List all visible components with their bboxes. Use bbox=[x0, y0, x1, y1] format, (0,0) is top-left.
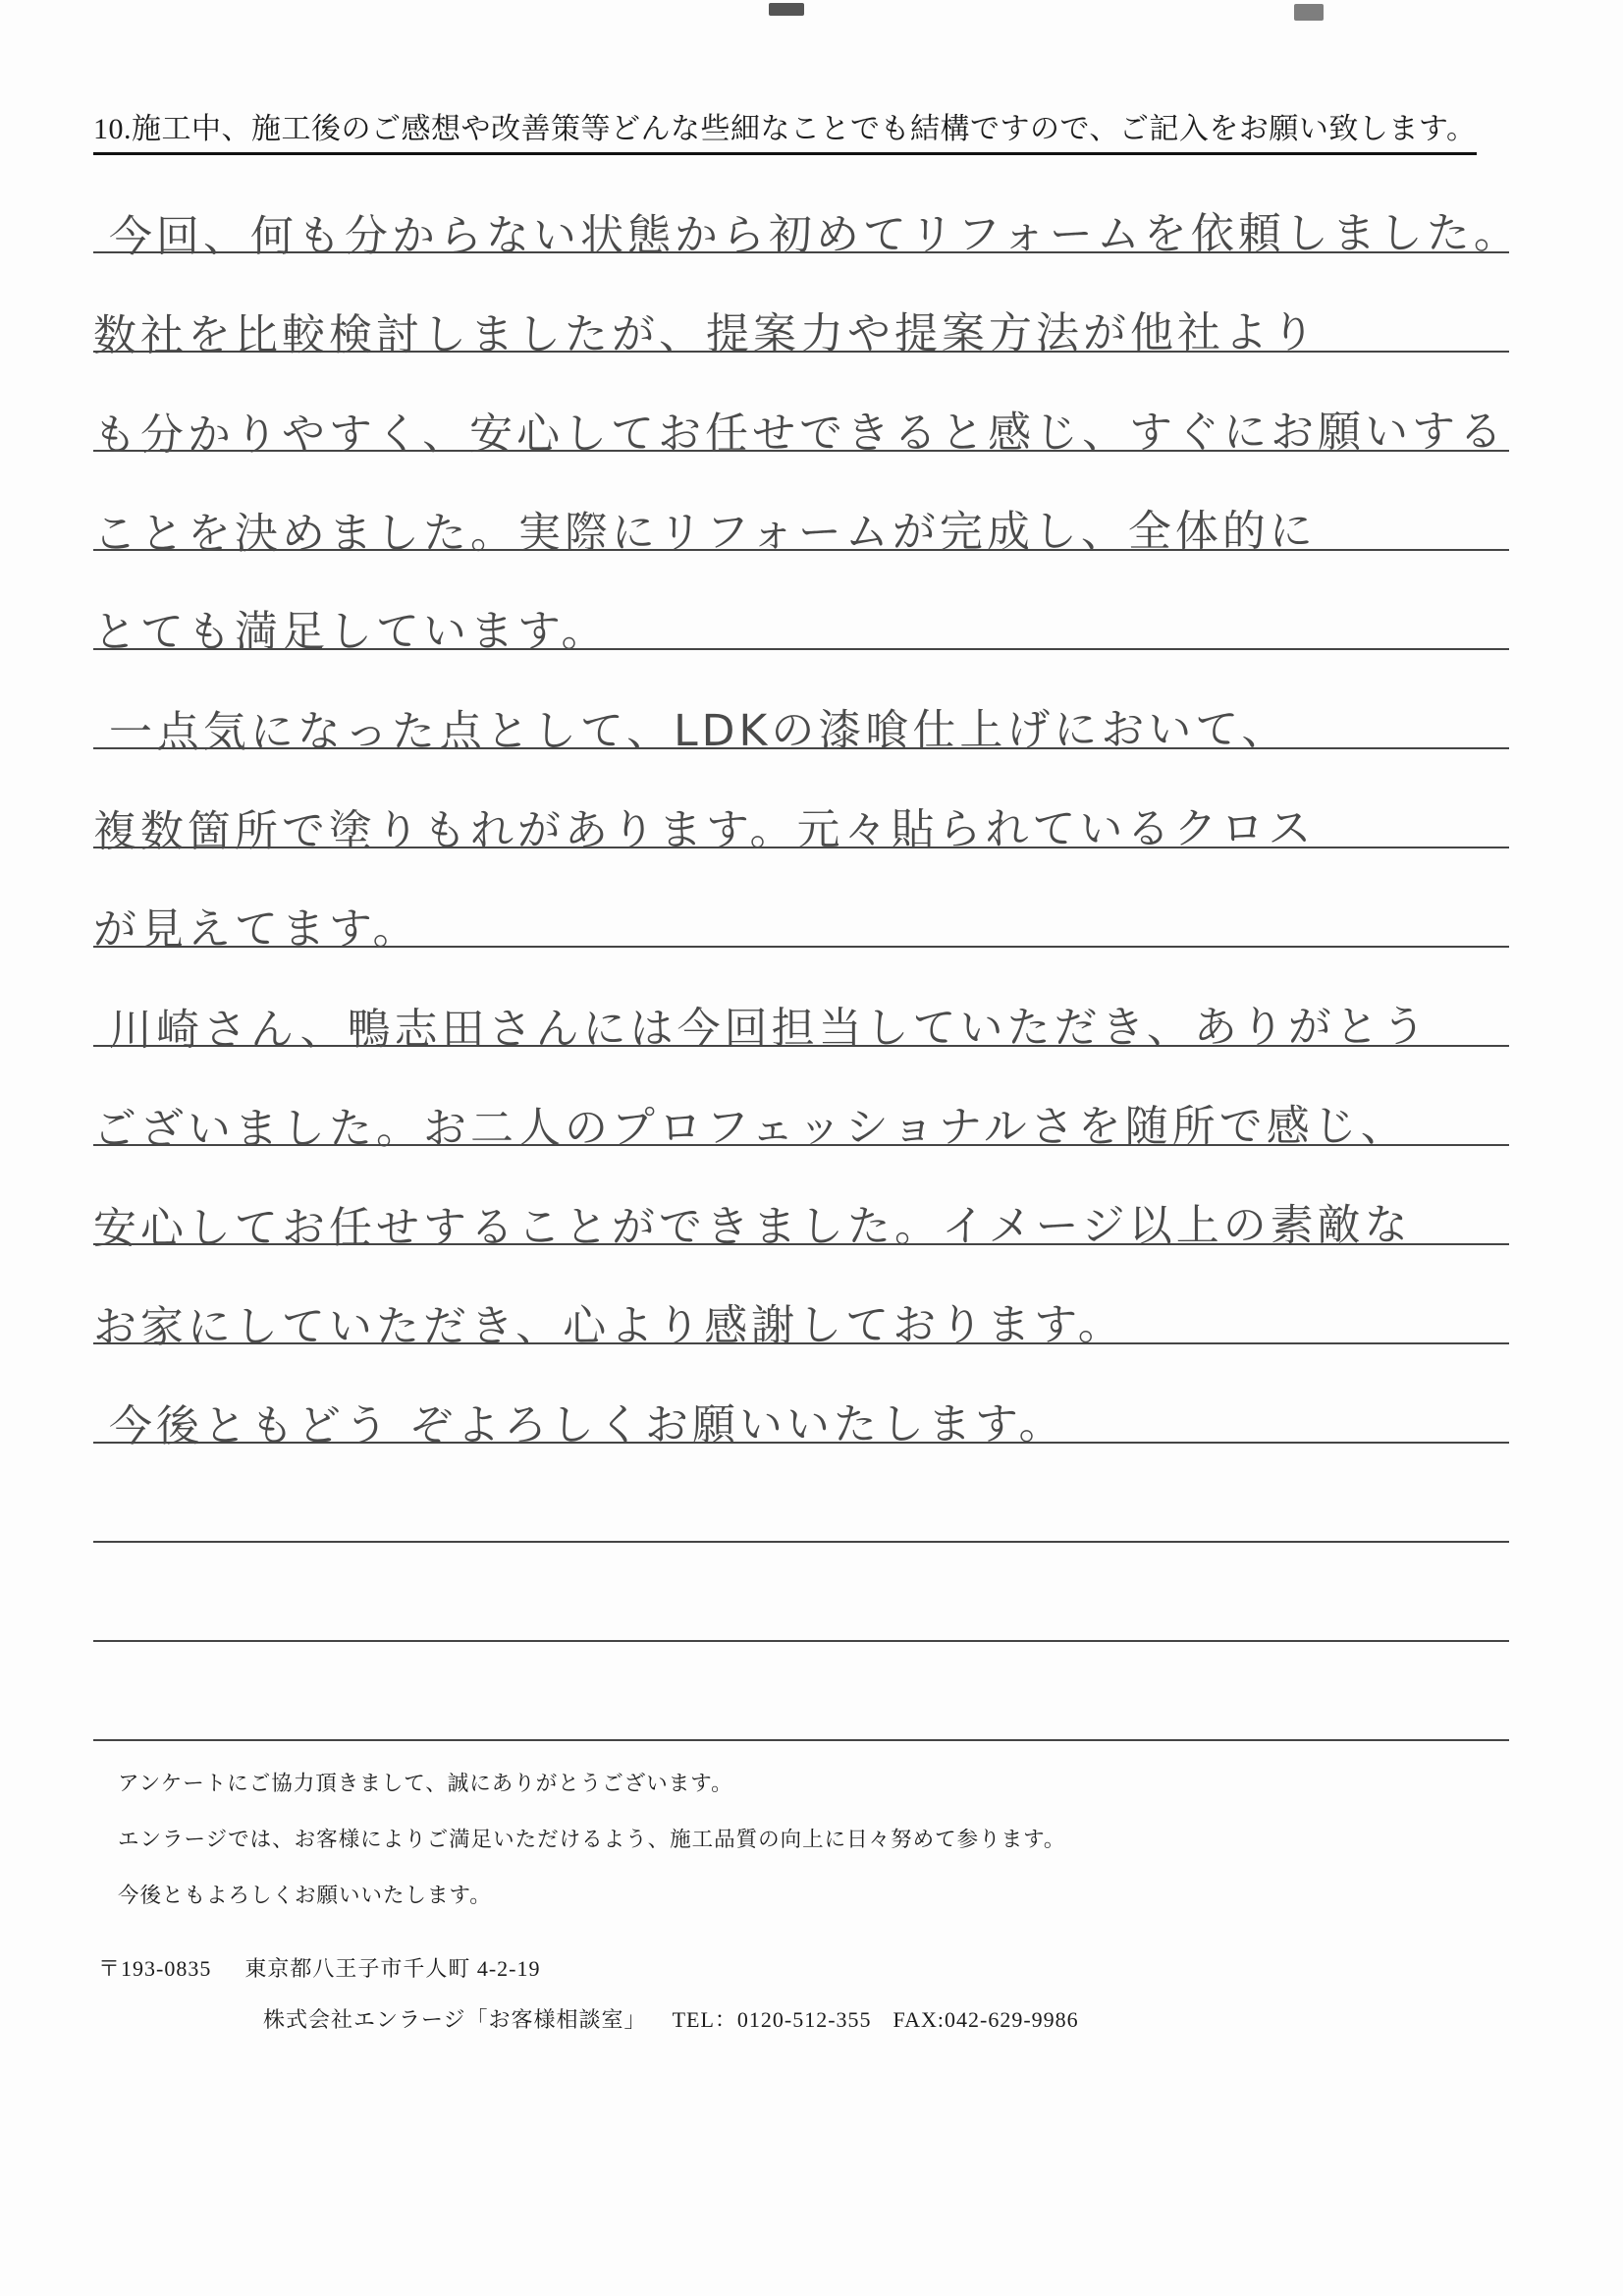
company-name: 株式会社エンラージ「お客様相談室」 bbox=[263, 2007, 647, 2032]
handwritten-text: ございました。お二人のプロフェッショナルさを随所で感じ、 bbox=[92, 1101, 1408, 1155]
handwritten-text: 安心してお任せすることができました。イメージ以上の素敵な bbox=[92, 1200, 1412, 1254]
handwritten-text: ことを決めました。実際にリフォームが完成し、全体的に bbox=[92, 506, 1317, 560]
handwritten-text: とても満足しています。 bbox=[92, 606, 609, 658]
empty-ruled-line bbox=[93, 1444, 1509, 1543]
handwritten-line bbox=[92, 1047, 1509, 1155]
handwritten-line bbox=[92, 749, 1509, 857]
handwritten-line bbox=[93, 948, 1509, 1056]
handwritten-text: も分かりやすく、安心してお任せできると感じ、すぐにお願いする bbox=[92, 407, 1507, 461]
company-contact-line bbox=[263, 2003, 1079, 2034]
empty-ruled-line bbox=[93, 1543, 1509, 1642]
handwritten-line bbox=[93, 650, 1509, 758]
handwritten-line bbox=[92, 353, 1509, 461]
scan-artifact-mark bbox=[1294, 4, 1324, 21]
handwritten-line bbox=[92, 551, 1509, 658]
ruled-lines bbox=[92, 154, 1521, 1741]
postal-address-line bbox=[98, 1952, 540, 1983]
fax-number: FAX:042-629-9986 bbox=[893, 2007, 1079, 2032]
handwritten-line bbox=[93, 154, 1521, 262]
handwritten-text: お家にしていただき、心より感謝しております。 bbox=[92, 1299, 1125, 1353]
handwritten-text: 複数箇所で塗りもれがあります。元々貼られているクロス bbox=[92, 803, 1316, 857]
closing-note-line: アンケートにご協力頂きまして、誠にありがとうございます。 bbox=[118, 1772, 733, 1795]
closing-note-line: 今後ともよろしくお願いいたします。 bbox=[118, 1884, 492, 1907]
street-address: 東京都八王子市千人町 4-2-19 bbox=[244, 1956, 541, 1981]
handwritten-text: 数社を比較検討しましたが、提案力や提案方法が他社より bbox=[92, 307, 1320, 361]
handwritten-text: が見えてます。 bbox=[92, 903, 420, 956]
survey-question-10-heading: 10.施工中、施工後のご感想や改善策等どんな些細なことでも結構ですので、ご記入をお願い致します。 bbox=[93, 104, 1477, 155]
closing-note bbox=[118, 1756, 1065, 1924]
handwritten-line bbox=[93, 1344, 1509, 1452]
empty-ruled-line bbox=[93, 1642, 1509, 1741]
tel-number: TEL：0120-512-355 bbox=[672, 2007, 872, 2032]
handwritten-line bbox=[92, 253, 1509, 361]
handwritten-line bbox=[92, 452, 1509, 560]
handwritten-text: 今回、何も分からない状態から初めてリフォームを依頼しました。 bbox=[108, 208, 1521, 262]
postal-code: 〒193-0835 bbox=[98, 1956, 212, 1981]
handwritten-line bbox=[92, 1245, 1509, 1353]
handwritten-line bbox=[92, 848, 1509, 956]
handwritten-line bbox=[92, 1146, 1509, 1254]
handwritten-text: 川崎さん、鴨志田さんには今回担当していただき、ありがとう bbox=[108, 1002, 1430, 1056]
scan-artifact-mark bbox=[769, 3, 804, 16]
handwritten-text: 一点気になった点として、LDKの漆喰仕上げにおいて、 bbox=[108, 704, 1289, 758]
handwritten-text: 今後ともどう ぞよろしくお願いいたします。 bbox=[108, 1398, 1066, 1452]
closing-note-line: エンラージでは、お客様によりご満足いただけるよう、施工品質の向上に日々努めて参ります。 bbox=[118, 1828, 1066, 1851]
